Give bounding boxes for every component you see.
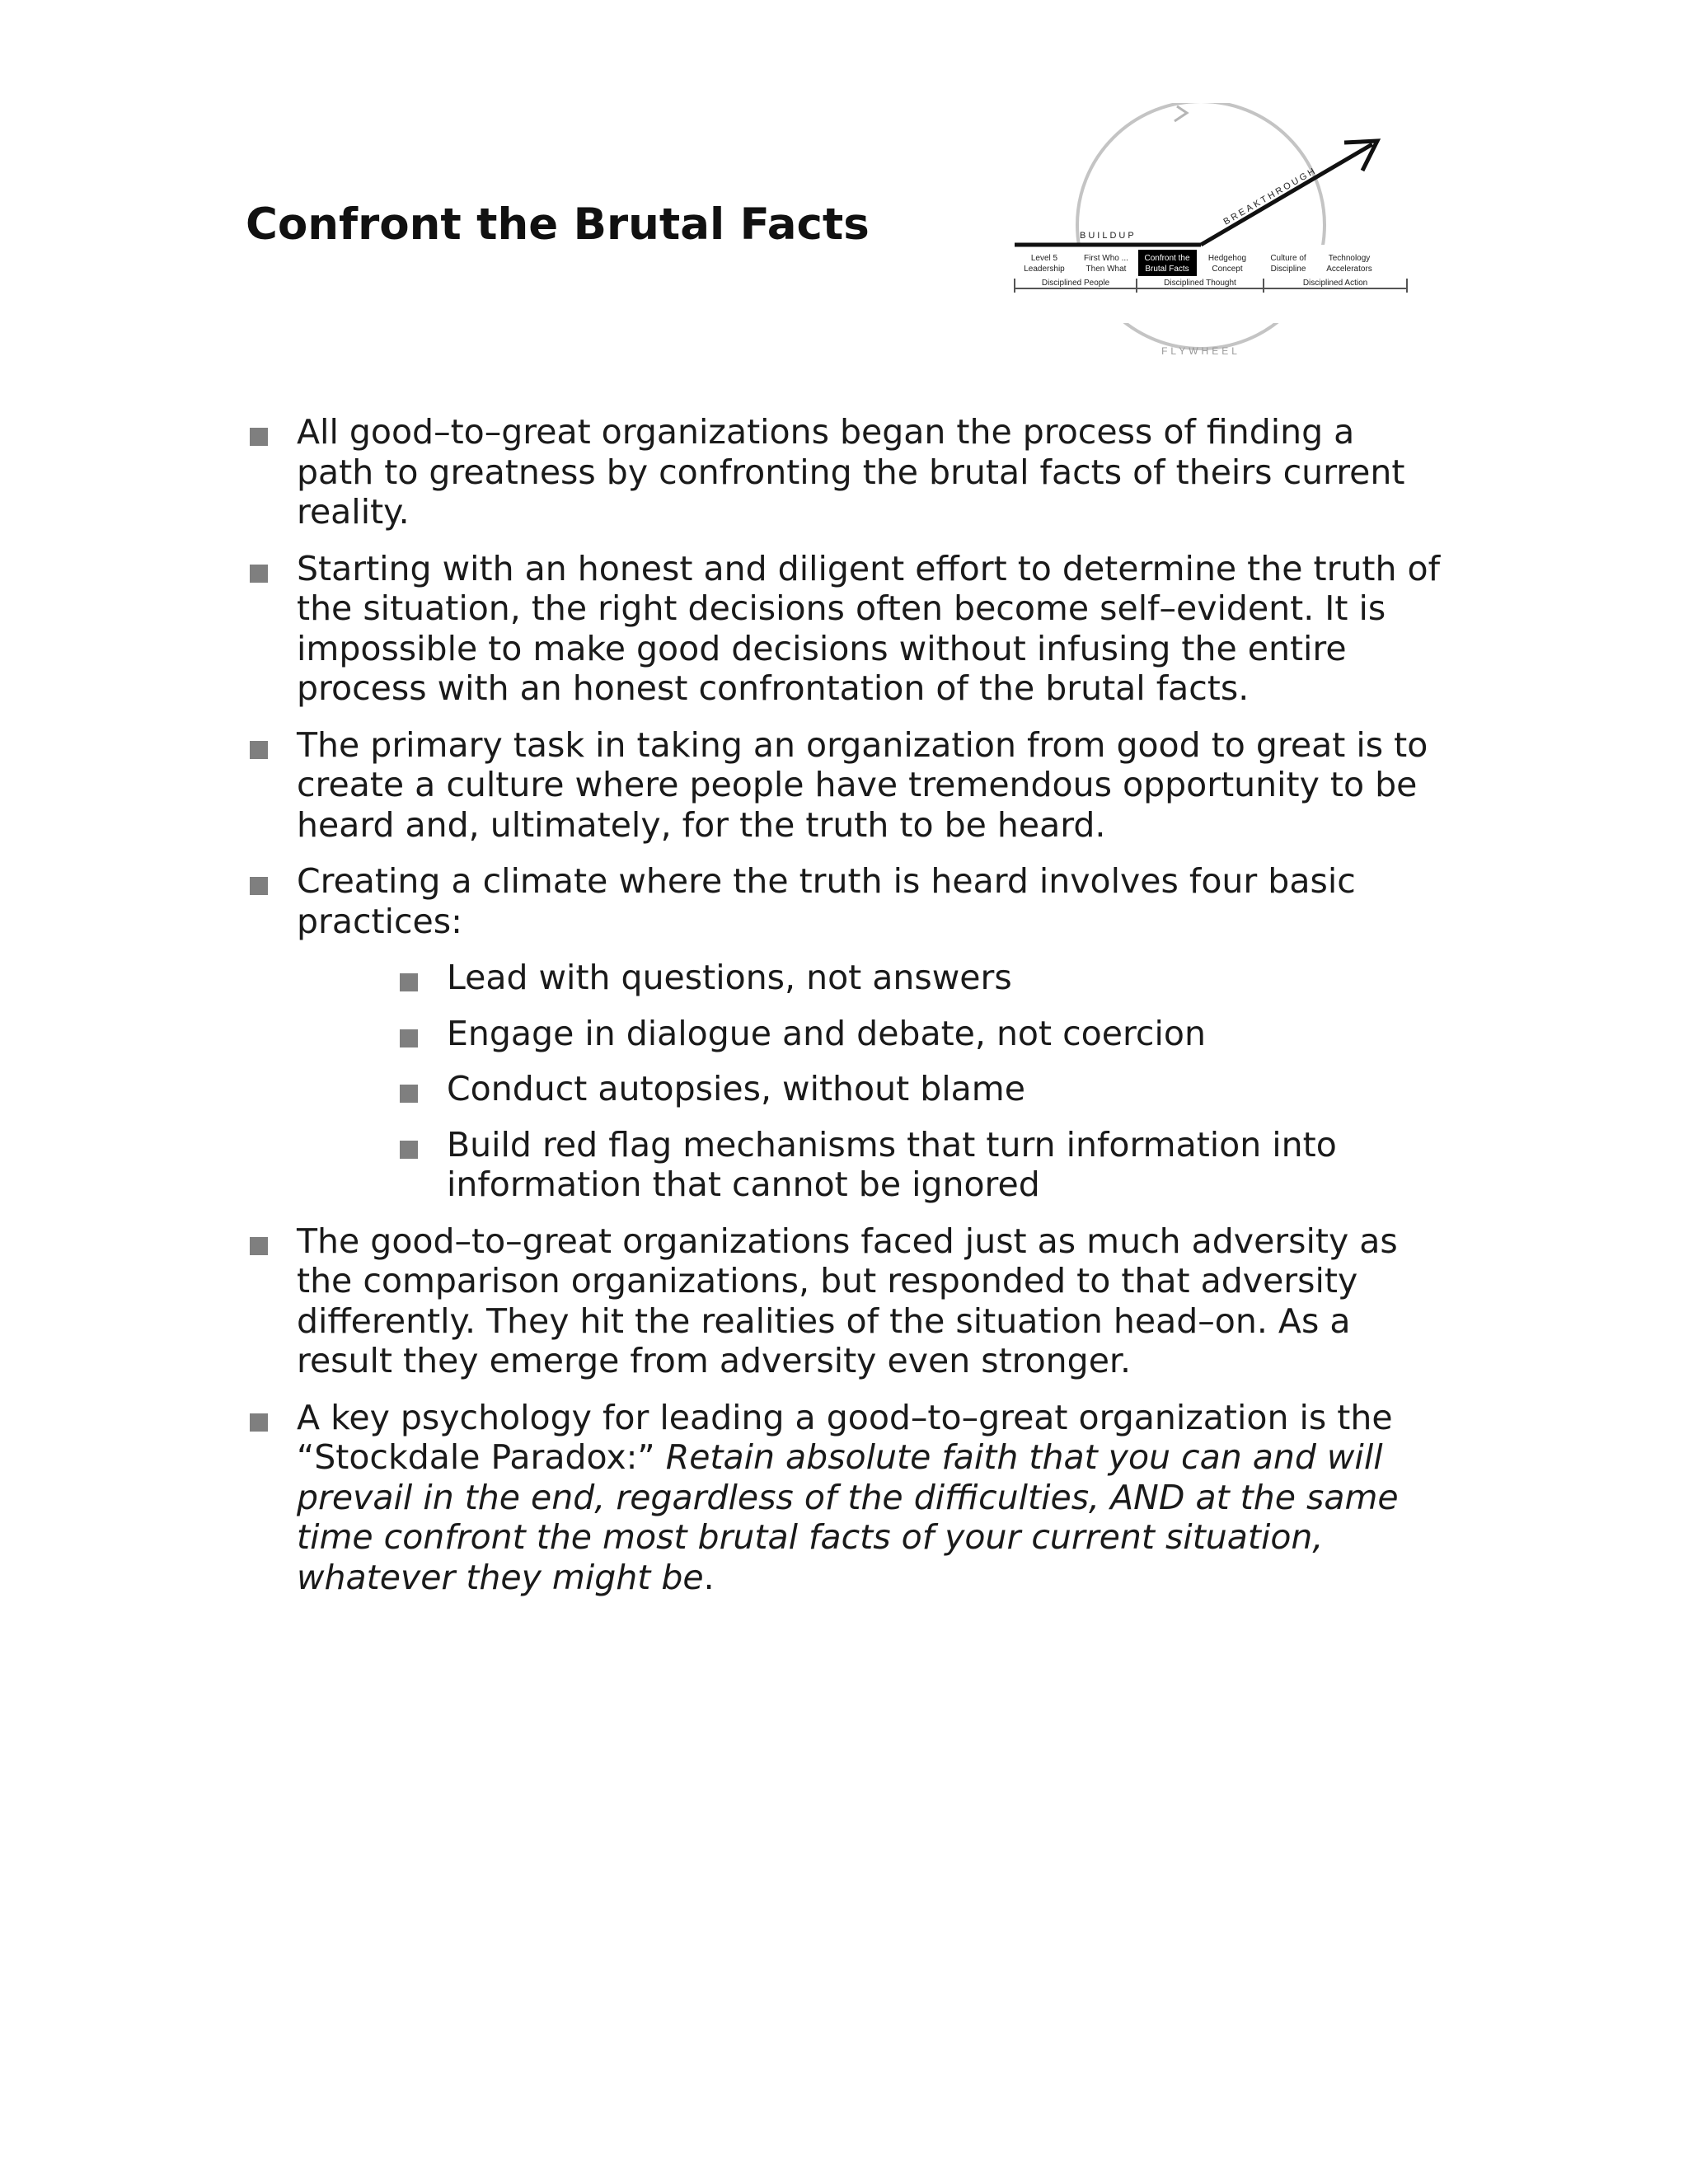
sub-bullet-text: Engage in dialogue and debate, not coercion <box>447 1013 1206 1053</box>
list-item <box>246 1221 1441 1381</box>
stockdale-quote: Retain absolute faith that you can and will prevail in the end, regardless of the difficulties, AND at the same time confront the most brutal facts of your current situation, whatever they might be <box>297 1437 1399 1597</box>
bullet-text: The good–to–great organizations faced just as much adversity as the comparison organizations, but responded to that adversity differently. They hit the realities of the situation head–on. As a result they emerge from adversity even stronger. <box>297 1221 1398 1380</box>
bullet-text: The primary task in taking an organization from good to great is to create a culture where people have tremendous opportunity to be heard and, ultimately, for the truth to be heard. <box>297 724 1428 845</box>
quote-end: . <box>703 1557 715 1597</box>
stage-4-line1: Hedgehog <box>1207 254 1247 263</box>
sub-bullet-text: Lead with questions, not answers <box>447 958 1012 997</box>
square-bullet-icon <box>400 973 418 991</box>
sub-list-item <box>396 958 1441 998</box>
sub-bullet-text: Build red flag mechanisms that turn information into information that cannot be ignored <box>447 1124 1337 1204</box>
square-bullet-icon <box>250 877 268 895</box>
page-title: Confront the Brutal Facts <box>246 199 870 250</box>
bullet-text: A key psychology for leading a good–to–great organization is the “Stockdale Paradox:” <box>297 1397 1393 1477</box>
list-item <box>246 412 1441 532</box>
list-item <box>246 725 1441 846</box>
stage-6-line1: Technology <box>1328 254 1371 263</box>
bullet-text: All good–to–great organizations began the process of finding a path to greatness by confronting the brutal facts of theirs current reality. <box>297 412 1405 532</box>
stage-4-line2: Concept <box>1212 265 1243 274</box>
bullet-list <box>246 412 1441 1614</box>
stage-1-line2: Leadership <box>1024 265 1065 274</box>
group-labels <box>1042 279 1367 288</box>
stage-5-line2: Discipline <box>1270 265 1306 274</box>
bullet-text: Creating a climate where the truth is heard involves four basic practices: <box>297 861 1356 941</box>
flywheel-diagram <box>1010 103 1414 375</box>
stage-5-line1: Culture of <box>1270 254 1306 263</box>
square-bullet-icon <box>250 1413 268 1432</box>
bullet-text: Starting with an honest and diligent effort to determine the truth of the situation, the right decisions often become self–evident. It is impossible to make good decisions without infusing the entire process with an honest confrontation of the brutal facts. <box>297 548 1441 708</box>
stage-3-line2: Brutal Facts <box>1145 265 1189 274</box>
stage-2-line2: Then What <box>1085 265 1127 274</box>
practices-sublist <box>297 958 1441 1205</box>
stage-2-line1: First Who ... <box>1084 254 1128 263</box>
sub-list-item <box>396 1125 1441 1205</box>
list-item <box>246 549 1441 709</box>
sub-list-item <box>396 1014 1441 1054</box>
flywheel-label: FLYWHEEL <box>1161 345 1240 357</box>
group-thought: Disciplined Thought <box>1164 279 1236 288</box>
square-bullet-icon <box>250 428 268 446</box>
stage-6-line2: Accelerators <box>1326 265 1372 274</box>
square-bullet-icon <box>250 565 268 583</box>
square-bullet-icon <box>400 1141 418 1159</box>
group-action: Disciplined Action <box>1302 279 1368 288</box>
sub-bullet-text: Conduct autopsies, without blame <box>447 1069 1025 1108</box>
group-people: Disciplined People <box>1041 279 1110 288</box>
stage-3-line1: Confront the <box>1144 254 1190 263</box>
square-bullet-icon <box>250 741 268 759</box>
square-bullet-icon <box>400 1085 418 1103</box>
breakthrough-label: BREAKTHROUGH <box>1221 165 1320 227</box>
sub-list-item <box>396 1069 1441 1109</box>
list-item <box>246 861 1441 1205</box>
stage-1-line1: Level 5 <box>1030 254 1058 263</box>
circle-arrow-top-icon <box>1175 106 1187 121</box>
square-bullet-icon <box>250 1237 268 1255</box>
square-bullet-icon <box>400 1029 418 1047</box>
list-item <box>246 1398 1441 1598</box>
breakthrough-line <box>1201 144 1372 245</box>
buildup-label: BUILDUP <box>1080 231 1137 241</box>
